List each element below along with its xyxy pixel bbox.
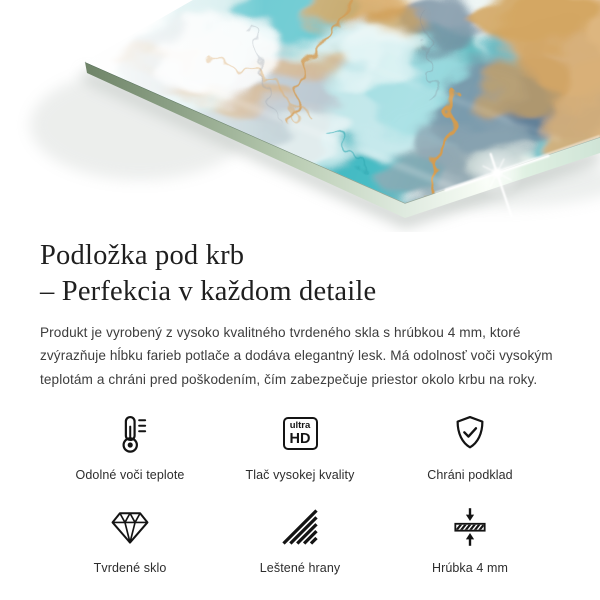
polished-edges-icon: [278, 505, 322, 549]
feature-polished-edges: [215, 504, 385, 575]
feature-label: Tvrdené sklo: [93, 560, 167, 575]
ultra-hd-icon: ultra HD: [283, 417, 318, 450]
product-description: Produkt je vyrobený z vysoko kvalitného tvrdeného skla s hrúbkou 4 mm, ktoré zvýrazňuje hĺbku farieb potlače a dodáva elegantný lesk. Má odolnosť voči vysokým teplotám a chráni pred poškodením, čím zabezpečuje priestor okolo krbu na roky.: [40, 325, 553, 387]
feature-heat-resistant: [45, 411, 215, 482]
thickness-icon: [448, 505, 492, 549]
page-title: [40, 238, 560, 310]
diamond-icon: [108, 505, 152, 549]
feature-label: Odolné voči teplote: [75, 467, 185, 482]
feature-label: Hrúbka 4 mm: [431, 560, 509, 575]
feature-print-quality: [215, 411, 385, 482]
thermometer-icon: [108, 412, 152, 456]
page-title-line2: – Perfekcia v každom detaile: [40, 276, 377, 308]
features-grid: [45, 411, 555, 575]
feature-label: Leštené hrany: [259, 560, 341, 575]
feature-thickness: [385, 504, 555, 575]
page-title-line1: Podložka pod krb: [40, 240, 245, 271]
feature-protects-surface: [385, 411, 555, 482]
feature-tempered-glass: [45, 504, 215, 575]
feature-label: Chráni podklad: [427, 467, 513, 482]
shield-check-icon: [448, 412, 492, 456]
feature-label: Tlač vysokej kvality: [245, 467, 355, 482]
product-hero-image: [0, 0, 600, 232]
